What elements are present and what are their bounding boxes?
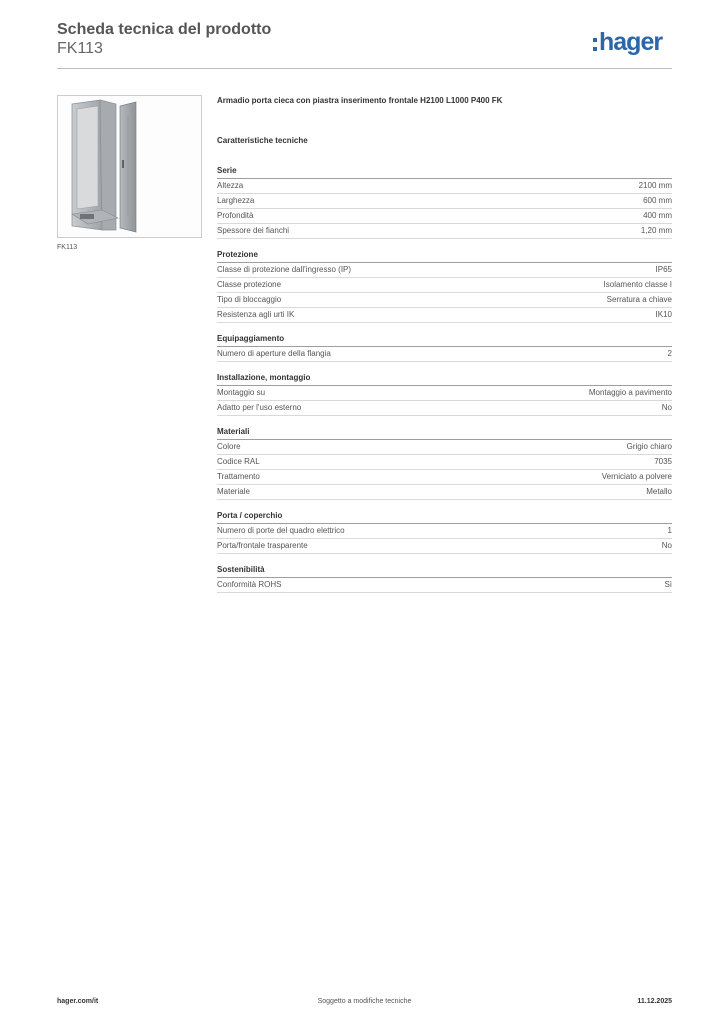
spec-value: Serratura a chiave <box>606 295 672 304</box>
spec-section <box>217 249 672 323</box>
spec-row <box>217 539 672 554</box>
spec-label: Profondità <box>217 211 254 220</box>
spec-row <box>217 263 672 278</box>
section-title: Serie <box>217 165 672 179</box>
spec-row <box>217 179 672 194</box>
spec-value: No <box>661 403 672 412</box>
spec-content <box>217 95 672 603</box>
spec-label: Conformità ROHS <box>217 580 282 589</box>
footer-website-link[interactable]: hager.com/it <box>57 998 99 1005</box>
spec-value: 7035 <box>654 457 672 466</box>
spec-label: Tipo di bloccaggio <box>217 295 282 304</box>
spec-label: Classe di protezione dall'ingresso (IP) <box>217 265 352 274</box>
spec-value: 1 <box>667 526 672 535</box>
section-title: Porta / coperchio <box>217 510 672 524</box>
spec-row <box>217 401 672 416</box>
spec-row <box>217 470 672 485</box>
spec-label: Codice RAL <box>217 457 260 466</box>
spec-value: 400 mm <box>643 211 672 220</box>
cabinet-illustration-icon <box>58 96 201 237</box>
spec-row <box>217 485 672 500</box>
product-image <box>57 95 202 238</box>
hager-logo <box>593 27 662 57</box>
spec-row <box>217 386 672 401</box>
spec-row <box>217 194 672 209</box>
spec-label: Trattamento <box>217 472 260 481</box>
spec-label: Porta/frontale trasparente <box>217 541 308 550</box>
spec-label: Colore <box>217 442 241 451</box>
spec-value: 1,20 mm <box>640 226 672 235</box>
spec-section <box>217 372 672 416</box>
tech-heading: Caratteristiche tecniche <box>217 136 308 145</box>
spec-row <box>217 347 672 362</box>
page-title: Scheda tecnica del prodotto <box>57 21 272 38</box>
spec-value: No <box>661 541 672 550</box>
product-code: FK113 <box>57 40 103 57</box>
spec-row <box>217 308 672 323</box>
spec-row <box>217 440 672 455</box>
section-title: Protezione <box>217 249 672 263</box>
spec-row <box>217 578 672 593</box>
logo-dots-icon <box>593 38 597 51</box>
spec-value: IK10 <box>655 310 672 319</box>
spec-label: Resistenza agli urti IK <box>217 310 295 319</box>
spec-row <box>217 455 672 470</box>
spec-value: Isolamento classe I <box>603 280 672 289</box>
spec-row <box>217 524 672 539</box>
spec-section <box>217 333 672 362</box>
spec-value: Sì <box>664 580 672 589</box>
spec-value: IP65 <box>655 265 672 274</box>
spec-label: Numero di aperture della flangia <box>217 349 331 358</box>
spec-section <box>217 165 672 239</box>
spec-value: Montaggio a pavimento <box>588 388 672 397</box>
spec-section <box>217 426 672 500</box>
section-title: Equipaggiamento <box>217 333 672 347</box>
spec-label: Larghezza <box>217 196 255 205</box>
logo-text: hager <box>599 27 663 56</box>
section-title: Sostenibilità <box>217 564 672 578</box>
spec-value: Grigio chiaro <box>626 442 672 451</box>
spec-label: Spessore dei fianchi <box>217 226 290 235</box>
spec-value: 2100 mm <box>638 181 672 190</box>
footer-date: 11.12.2025 <box>637 998 672 1005</box>
spec-label: Numero di porte del quadro elettrico <box>217 526 345 535</box>
header-divider <box>57 68 672 69</box>
spec-value: 600 mm <box>643 196 672 205</box>
spec-row <box>217 293 672 308</box>
spec-value: 2 <box>667 349 672 358</box>
footer-note: Soggetto a modifiche tecniche <box>317 998 412 1005</box>
spec-label: Materiale <box>217 487 250 496</box>
spec-label: Altezza <box>217 181 244 190</box>
spec-value: Metallo <box>646 487 672 496</box>
spec-sections <box>217 165 672 593</box>
product-description: Armadio porta cieca con piastra inserimento frontale H2100 L1000 P400 FK <box>217 96 503 105</box>
spec-row <box>217 209 672 224</box>
image-caption: FK113 <box>57 244 78 251</box>
spec-label: Montaggio su <box>217 388 266 397</box>
spec-section <box>217 510 672 554</box>
spec-label: Classe protezione <box>217 280 282 289</box>
spec-row <box>217 278 672 293</box>
spec-label: Adatto per l'uso esterno <box>217 403 302 412</box>
section-title: Installazione, montaggio <box>217 372 672 386</box>
spec-value: Verniciato a polvere <box>601 472 672 481</box>
section-title: Materiali <box>217 426 672 440</box>
spec-row <box>217 224 672 239</box>
spec-section <box>217 564 672 593</box>
